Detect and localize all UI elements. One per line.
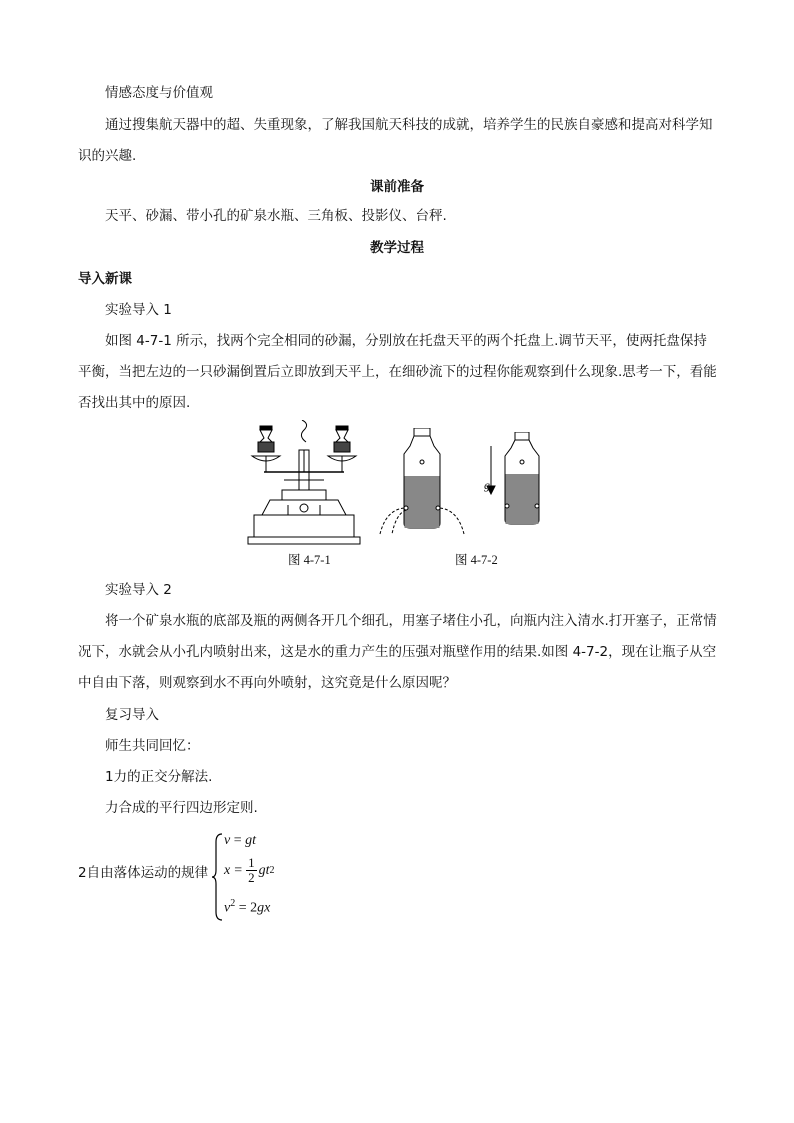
review-intro: 师生共同回忆：	[105, 738, 200, 754]
item-1b: 力合成的平行四边形定则.	[105, 800, 258, 816]
process-heading: 教学过程	[370, 240, 424, 256]
exp1-title: 实验导入 1	[105, 302, 172, 318]
intro-heading: 导入新课	[78, 271, 132, 287]
fraction-one-half: $\frac{1}{2}$	[248, 855, 255, 885]
equation-brace	[212, 832, 224, 922]
equation-displacement: x = $\frac{1}{2}$ gt 2	[224, 855, 275, 885]
equation-velocity-squared: $v^2 = 2gx$	[224, 898, 271, 916]
review-title: 复习导入	[105, 707, 159, 723]
item-2-label: 2自由落体运动的规律	[78, 865, 209, 881]
exp2-text: 将一个矿泉水瓶的底部及瓶的两侧各开几个细孔，用塞子堵住小孔，向瓶内注入清水.打开塞子，正常情况下，水就会从小孔内喷射出来，这是水的重力产生的压强对瓶壁作用的结果.如图 4-7-2，现在让瓶子从空中自由下落，则观察到水不再向外喷射，这究竟是什么原因呢？	[78, 613, 717, 691]
item-1: 1力的正交分解法.	[105, 769, 213, 785]
equation-velocity: v = gt	[224, 833, 257, 848]
figure-1-caption: 图 4-7-1	[288, 553, 331, 567]
prep-text: 天平、砂漏、带小孔的矿泉水瓶、三角板、投影仪、台秤.	[105, 208, 447, 224]
figure-2-caption: 图 4-7-2	[455, 553, 498, 567]
bottle-jet-figure	[376, 428, 476, 548]
gravity-arrow-label: g	[484, 478, 490, 492]
balance-figure	[244, 420, 364, 546]
emotion-title: 情感态度与价值观	[105, 85, 213, 101]
exp2-title: 实验导入 2	[105, 582, 172, 598]
prep-heading: 课前准备	[370, 179, 424, 195]
falling-bottle-figure	[483, 432, 553, 532]
exp1-text: 如图 4-7-1 所示，找两个完全相同的砂漏，分别放在托盘天平的两个托盘上.调节天平，使两托盘保持平衡，当把左边的一只砂漏倒置后立即放到天平上，在细砂流下的过程你能观察到什么现象.思考一下，看能否找出其中的原因.	[78, 333, 717, 411]
emotion-text: 通过搜集航天器中的超、失重现象，了解我国航天科技的成就，培养学生的民族自豪感和提高对科学知识的兴趣.	[78, 117, 713, 164]
